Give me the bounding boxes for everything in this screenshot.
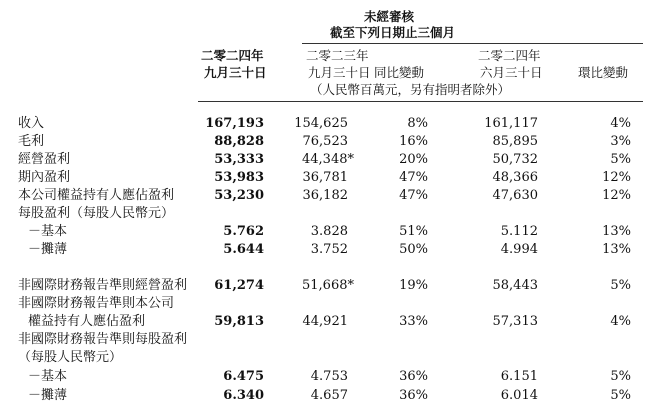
row-label-eps-heading: 每股盈利（每股人民幣元） <box>18 206 175 221</box>
cell-nonifrs-operating-profit-qoq: 5% <box>610 278 631 293</box>
cell-nonifrs-eps-diluted-yoy: 36% <box>399 388 428 403</box>
cell-revenue-2024q2: 161,117 <box>484 116 538 131</box>
row-label-operating-profit: 經營盈利 <box>18 152 71 167</box>
cell-operating-profit-2024q2: 50,732 <box>492 152 538 167</box>
cell-period-profit-2024q2: 48,366 <box>492 170 538 185</box>
cell-period-profit-2023q3: 36,781 <box>302 170 348 185</box>
cell-nonifrs-operating-profit-2024q3: 61,274 <box>214 278 264 293</box>
row-label-nonifrs-attributable-line1: 非國際財務報告準則本公司 <box>18 296 175 311</box>
cell-eps-basic-qoq: 13% <box>602 224 631 239</box>
cell-nonifrs-eps-basic-2024q3: 6.475 <box>223 369 264 384</box>
cell-eps-basic-2023q3: 3.828 <box>310 224 348 239</box>
cell-attributable-profit-2023q3: 36,182 <box>302 188 348 203</box>
row-label-eps-basic: －基本 <box>28 224 68 239</box>
row-label-gross-profit: 毛利 <box>18 134 45 149</box>
cell-operating-profit-yoy: 20% <box>399 152 428 167</box>
cell-nonifrs-operating-profit-2023q3: 51,668* <box>302 278 354 293</box>
cell-gross-profit-yoy: 16% <box>399 134 428 149</box>
cell-nonifrs-eps-diluted-2024q3: 6.340 <box>223 388 264 403</box>
cell-eps-basic-2024q3: 5.762 <box>223 224 264 239</box>
cell-eps-diluted-2024q2: 4.994 <box>500 242 538 257</box>
col-2024q2-year: 二零二四年 <box>478 48 541 63</box>
header-rule-bottom <box>198 101 643 102</box>
period-heading: 截至下列日期止三個月 <box>330 25 456 40</box>
cell-nonifrs-eps-basic-2023q3: 4.753 <box>310 369 348 384</box>
cell-operating-profit-2024q3: 53,333 <box>214 152 264 167</box>
cell-gross-profit-2024q3: 88,828 <box>214 134 264 149</box>
row-label-revenue: 收入 <box>18 116 45 131</box>
col-2024q3-year: 二零二四年 <box>201 48 264 63</box>
cell-eps-diluted-2024q3: 5.644 <box>223 242 264 257</box>
row-label-nonifrs-eps-diluted: －攤薄 <box>28 388 68 403</box>
row-label-nonifrs-attributable-line2: 權益持有人應佔盈利 <box>28 314 146 329</box>
cell-nonifrs-eps-basic-2024q2: 6.151 <box>500 369 538 384</box>
row-label-nonifrs-eps-line2: （每股人民幣元） <box>18 350 123 365</box>
row-label-period-profit: 期內盈利 <box>18 170 71 185</box>
cell-nonifrs-operating-profit-2024q2: 58,443 <box>492 278 538 293</box>
cell-operating-profit-qoq: 5% <box>610 152 631 167</box>
cell-gross-profit-2024q2: 85,895 <box>492 134 538 149</box>
cell-nonifrs-attributable-yoy: 33% <box>399 314 428 329</box>
cell-attributable-profit-yoy: 47% <box>399 188 428 203</box>
cell-attributable-profit-2024q3: 53,230 <box>214 188 264 203</box>
cell-nonifrs-eps-basic-yoy: 36% <box>399 369 428 384</box>
row-label-eps-diluted: －攤薄 <box>28 242 68 257</box>
cell-operating-profit-2023q3: 44,348* <box>302 152 354 167</box>
cell-gross-profit-qoq: 3% <box>610 134 631 149</box>
cell-nonifrs-attributable-qoq: 4% <box>610 314 631 329</box>
cell-nonifrs-eps-diluted-2023q3: 4.657 <box>310 388 348 403</box>
col-2024q3-date: 九月三十日 <box>204 65 267 80</box>
cell-revenue-yoy: 8% <box>407 116 428 131</box>
cell-eps-basic-yoy: 51% <box>399 224 428 239</box>
cell-eps-diluted-2023q3: 3.752 <box>310 242 348 257</box>
cell-eps-diluted-yoy: 50% <box>399 242 428 257</box>
row-label-nonifrs-eps-basic: －基本 <box>28 369 68 384</box>
cell-revenue-2023q3: 154,625 <box>294 116 348 131</box>
cell-nonifrs-eps-basic-qoq: 5% <box>610 369 631 384</box>
cell-period-profit-qoq: 12% <box>602 170 631 185</box>
cell-nonifrs-attributable-2024q3: 59,813 <box>214 314 264 329</box>
cell-gross-profit-2023q3: 76,523 <box>302 134 348 149</box>
col-2023q3-year: 二零二三年 <box>306 48 369 63</box>
cell-attributable-profit-qoq: 12% <box>602 188 631 203</box>
row-label-attributable-profit: 本公司權益持有人應佔盈利 <box>18 188 175 203</box>
cell-eps-basic-2024q2: 5.112 <box>500 224 538 239</box>
cell-eps-diluted-qoq: 13% <box>602 242 631 257</box>
cell-revenue-qoq: 4% <box>610 116 631 131</box>
col-yoy: 同比變動 <box>374 65 425 80</box>
cell-revenue-2024q3: 167,193 <box>205 116 264 131</box>
cell-attributable-profit-2024q2: 47,630 <box>492 188 538 203</box>
col-2024q2-date: 六月三十日 <box>480 65 543 80</box>
row-label-nonifrs-eps-line1: 非國際財務報告準則每股盈利 <box>18 332 188 347</box>
cell-nonifrs-attributable-2024q2: 57,313 <box>492 314 538 329</box>
unaudited-heading: 未經審核 <box>364 9 415 24</box>
row-label-nonifrs-operating-profit: 非國際財務報告準則經營盈利 <box>18 278 188 293</box>
cell-period-profit-2024q3: 53,983 <box>214 170 264 185</box>
cell-nonifrs-eps-diluted-2024q2: 6.014 <box>500 388 538 403</box>
cell-nonifrs-operating-profit-yoy: 19% <box>399 278 428 293</box>
col-2023q3-date: 九月三十日 <box>308 65 371 80</box>
unit-note: （人民幣百萬元，另有指明者除外） <box>310 82 511 97</box>
cell-period-profit-yoy: 47% <box>399 170 428 185</box>
col-qoq: 環比變動 <box>578 65 629 80</box>
cell-nonifrs-eps-diluted-qoq: 5% <box>610 388 631 403</box>
header-rule-top <box>302 43 643 44</box>
cell-nonifrs-attributable-2023q3: 44,921 <box>302 314 348 329</box>
